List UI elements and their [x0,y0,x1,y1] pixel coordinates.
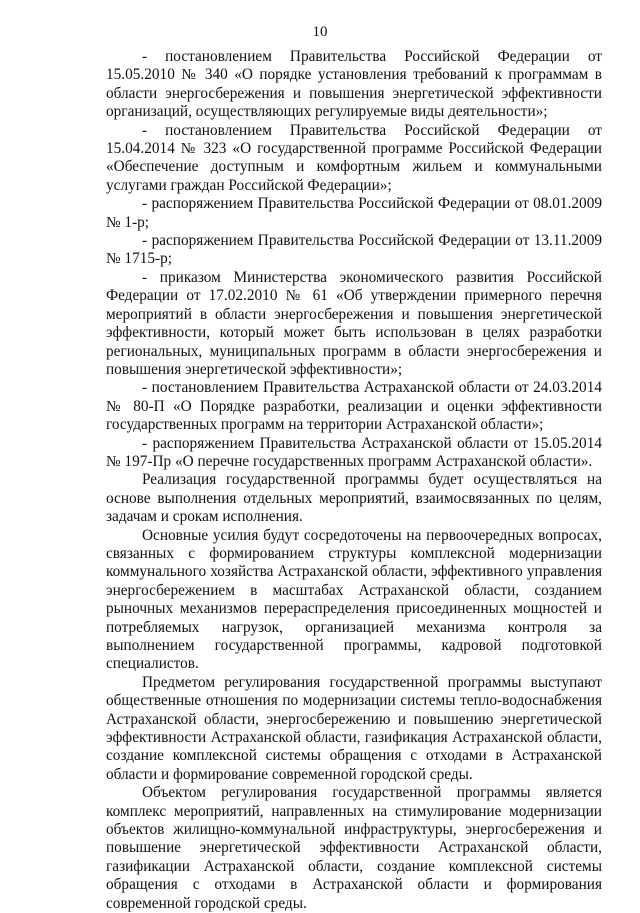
paragraph-legal-ref-2: - постановлением Правительства Российской Федерации от 15.04.2014 № 323 «О государственной программе Российской Федерации «Обеспечение доступным и комфортным жильем и коммунальными услугами граждан Российской Федерации»; [106,121,602,194]
paragraph-legal-ref-7: - распоряжением Правительства Астраханской области от 15.05.2014 № 197-Пр «О перечне государственных программ Астраханской области». [106,434,602,470]
paragraph-legal-ref-3: - распоряжением Правительства Российской Федерации от 08.01.2009 № 1-р; [106,195,602,231]
paragraph-implementation: Реализация государственной программы будет осуществляться на основе выполнения отдельных мероприятий, взаимосвязанных по целям, задачам и срокам исполнения. [106,471,602,526]
paragraph-main-efforts: Основные усилия будут сосредоточены на первоочередных вопросах, связанных с формированием структуры комплексной модернизации коммунального хозяйства Астраханской области, эффективного управления энергосбережением в масштабах Астраханской области, созданием рыночных механизмов перераспределения присоединенных мощностей и потребляемых нагрузок, организацией механизма контроля за выполнением государственной программы, кадровой подготовкой специалистов. [106,526,602,673]
paragraph-object: Объектом регулирования государственной программы является комплекс мероприятий, направленных на стимулирование модернизации объектов жилищно-коммунальной инфраструктуры, энергосбережения и повышение энергетической эффективности Астраханской области, газификации Астраханской области, создание комплексной системы обращения с отходами в Астраханской области и формирования современной городской среды. [106,784,602,912]
paragraph-legal-ref-4: - распоряжением Правительства Российской Федерации от 13.11.2009 № 1715-р; [106,232,602,268]
paragraph-legal-ref-5: - приказом Министерства экономического развития Российской Федерации от 17.02.2010 № 61 «Об утверждении примерного перечня мероприятий в области энергосбережения и повышения энергетической эффективности, который может быть использован в целях разработки региональных, муниципальных программ в области энергосбережения и повышения энергетической эффективности»; [106,268,602,378]
paragraph-legal-ref-6: - постановлением Правительства Астраханской области от 24.03.2014 № 80-П «О Порядке разработки, реализации и оценки эффективности государственных программ на территории Астраханской области»; [106,379,602,434]
body-text [106,48,602,913]
paragraph-subject: Предметом регулирования государственной программы выступают общественные отношения по модернизации системы тепло-водоснабжения Астраханской области, энергосбережению и повышению энергетической эффективности Астраханской области, газификация Астраханской области, создание комплексной системы обращения с отходами в Астраханской области и формирование современной городской среды. [106,673,602,783]
page-number: 10 [312,24,328,40]
paragraph-legal-ref-1: - постановлением Правительства Российской Федерации от 15.05.2010 № 340 «О порядке установления требований к программам в области энергосбережения и повышения энергетической эффективности организаций, осуществляющих регулируемые виды деятельности»; [106,48,602,121]
